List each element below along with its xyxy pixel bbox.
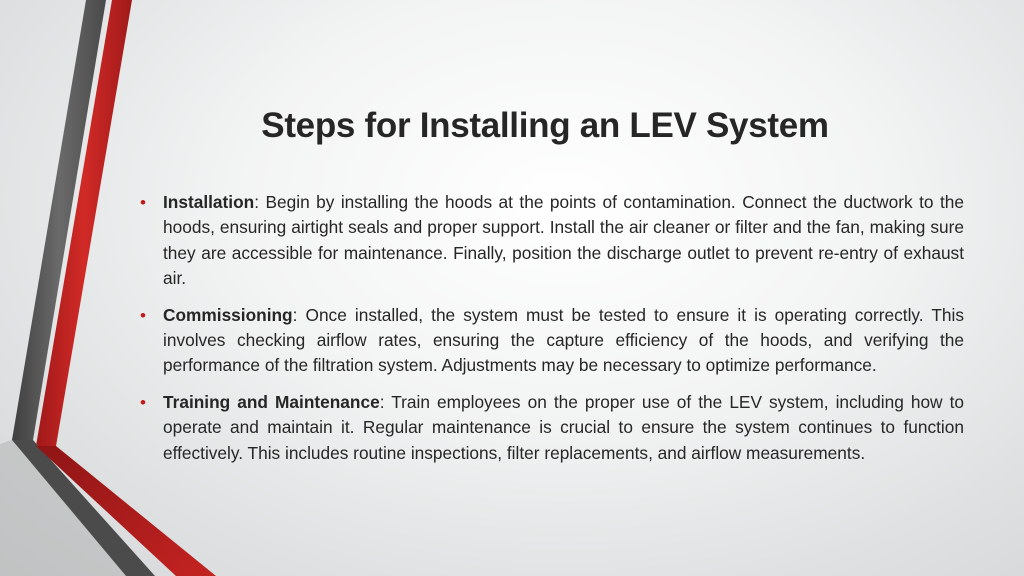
bullet-item-commissioning (140, 303, 964, 379)
bullet-dot-icon: • (140, 305, 146, 325)
bullet-heading: Installation (163, 192, 255, 212)
bullet-list (140, 190, 964, 477)
bullet-text: : Once installed, the system must be tested to ensure it is operating correctly. This involves checking airflow rates, ensuring the capture efficiency of the hoods, and verifying the performance of the filtration system. Adjustments may be necessary to optimize performance. (163, 304, 964, 376)
bullet-text: : Train employees on the proper use of the LEV system, including how to operate and maintain it. Regular maintenance is crucial to ensure the system continues to function effectively. This includes routine inspections, filter replacements, and airflow measurements. (163, 391, 964, 463)
bullet-text: : Begin by installing the hoods at the points of contamination. Connect the ductwork to the hoods, ensuring airtight seals and proper support. Install the air cleaner or filter and the fan, making sure they are accessible for maintenance. Finally, position the discharge outlet to prevent re-entry of exhaust air. (163, 192, 964, 289)
bullet-heading: Commissioning (163, 304, 293, 325)
bullet-item-installation (140, 190, 964, 292)
bullet-dot-icon: • (140, 193, 146, 212)
bullet-dot-icon: • (140, 392, 146, 412)
slide-title: Steps for Installing an LEV System (261, 106, 829, 145)
bullet-heading: Training and Maintenance (163, 391, 380, 412)
bullet-item-training (140, 390, 964, 466)
